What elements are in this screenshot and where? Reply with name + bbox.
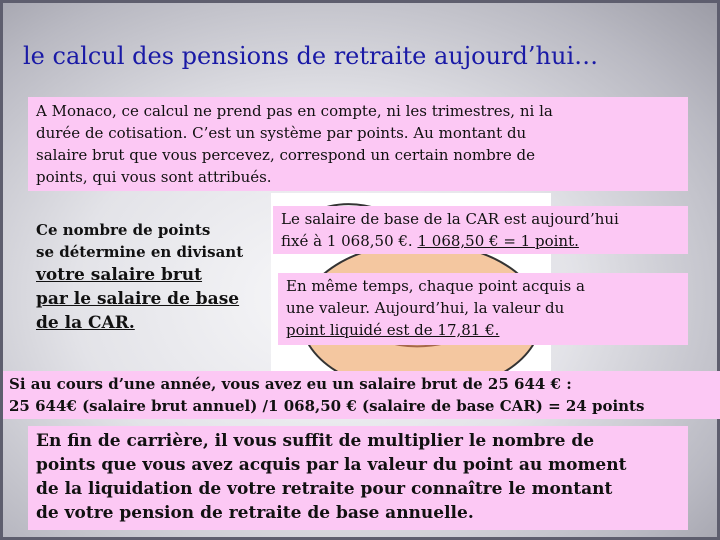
point-value-line: une valeur. Aujourd’hui, la valeur du	[286, 299, 565, 317]
intro-text-box	[28, 97, 688, 191]
conclusion-line: points que vous avez acquis par la valeur du point au moment	[36, 455, 627, 475]
left-explanation	[36, 219, 276, 335]
point-value-line	[286, 319, 680, 341]
base-salary-box	[273, 206, 688, 254]
conclusion-line: de la liquidation de votre retraite pour connaître le montant	[36, 479, 613, 499]
left-line: de la CAR.	[36, 313, 135, 333]
point-equivalence: 1 068,50 € = 1 point.	[417, 232, 579, 250]
point-value-amount: point liquidé est de 17,81 €.	[286, 321, 500, 339]
intro-line: durée de cotisation. C’est un système par points. Au montant du	[36, 124, 527, 142]
conclusion-box	[28, 426, 688, 530]
intro-line: salaire brut que vous percevez, correspond un certain nombre de	[36, 146, 536, 164]
base-salary-line	[281, 230, 680, 252]
example-box	[3, 371, 720, 419]
example-line: 25 644€ (salaire brut annuel) /1 068,50 € (salaire de base CAR) = 24 points	[9, 397, 645, 415]
page-title: le calcul des pensions de retraite aujourd’hui…	[23, 42, 599, 70]
base-salary-amount: fixé à 1 068,50 €.	[281, 232, 418, 250]
base-salary-line: Le salaire de base de la CAR est aujourd’hui	[281, 210, 619, 228]
point-value-box	[278, 273, 688, 345]
left-line: se détermine en divisant	[36, 243, 244, 261]
point-value-line: En même temps, chaque point acquis a	[286, 277, 585, 295]
slide-background	[3, 3, 717, 537]
intro-line: A Monaco, ce calcul ne prend pas en compte, ni les trimestres, ni la	[36, 102, 553, 120]
left-line: Ce nombre de points	[36, 221, 211, 239]
intro-line: points, qui vous sont attribués.	[36, 168, 272, 186]
left-line: par le salaire de base	[36, 289, 240, 309]
conclusion-line: En fin de carrière, il vous suffit de multiplier le nombre de	[36, 431, 595, 451]
left-line: votre salaire brut	[36, 265, 203, 285]
example-line: Si au cours d’une année, vous avez eu un salaire brut de 25 644 € :	[9, 375, 572, 393]
conclusion-line: de votre pension de retraite de base annuelle.	[36, 503, 474, 523]
